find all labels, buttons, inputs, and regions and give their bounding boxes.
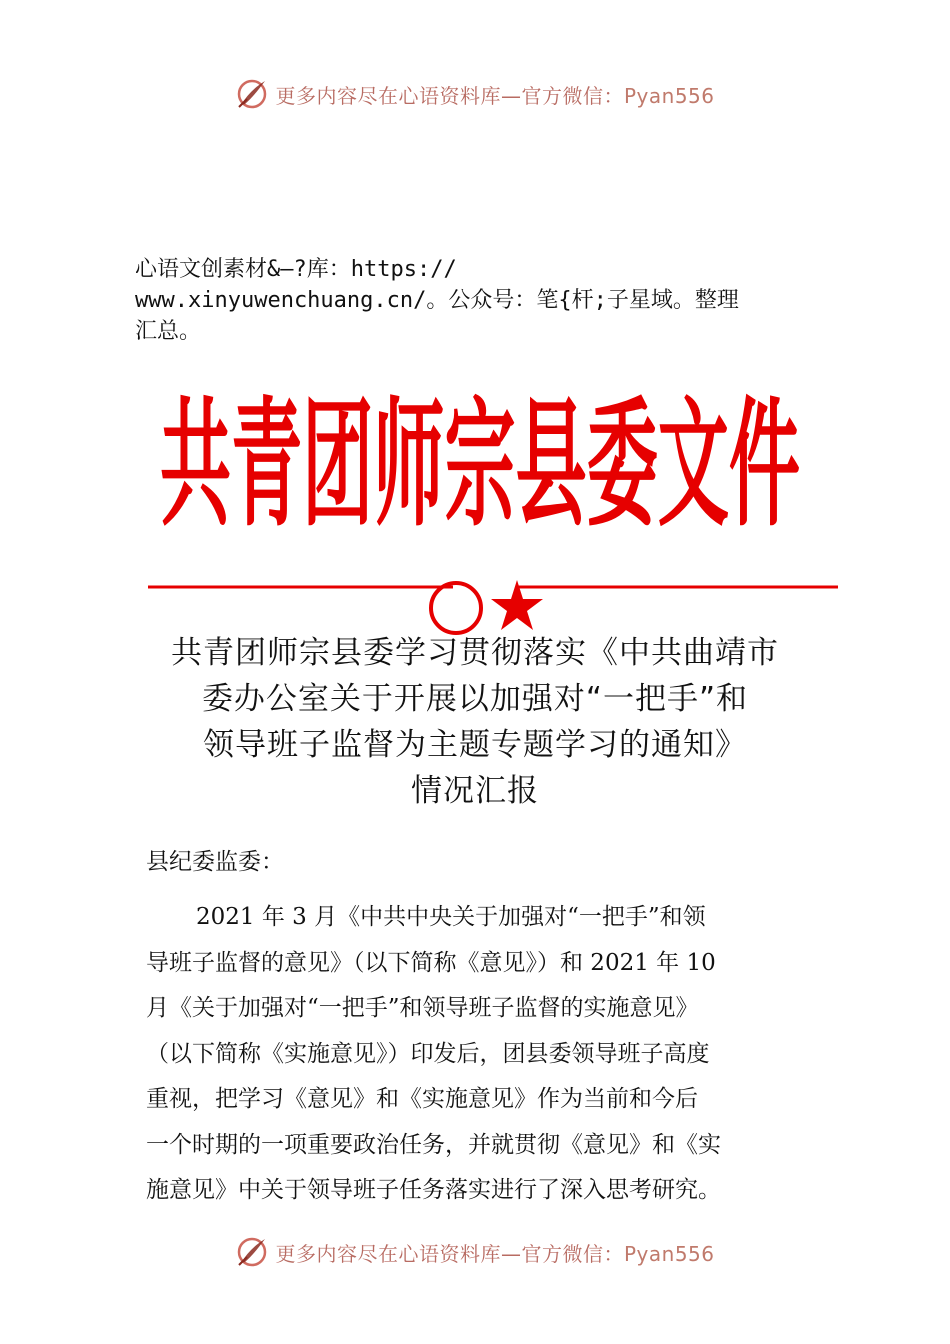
title-line: 共青团师宗县委学习贯彻落实《中共曲靖市 [171,635,779,671]
watermark-top [0,74,950,114]
body-line: 一个时期的一项重要政治任务，并就贯彻《意见》和《实 [146,1131,721,1158]
salutation: 县纪委监委： [146,849,284,875]
header-separator [148,566,838,636]
circle-and-star-icon [148,566,838,636]
title-line: 情况汇报 [411,773,539,809]
quill-logo-icon [235,1235,269,1269]
body-line: （以下简称《实施意见》）印发后，团县委领导班子高度 [146,1040,710,1067]
header-title: 共青团师宗县委文件 [160,383,800,528]
source-note: 心语文创素材&—?库：https:// www.xinyuwenchuang.cn/。公众号：笔{杆;子星域。整理 汇总。 [135,257,739,344]
quill-logo-icon [235,77,269,111]
body-line: 重视，把学习《意见》和《实施意见》作为当前和今后 [146,1086,698,1112]
title-line: 领导班子监督为主题专题学习的通知》 [203,727,747,763]
body-paragraph [146,895,822,1214]
title-line: 委办公室关于开展以加强对“一把手”和 [201,681,749,717]
document-header [140,378,820,528]
watermark-bottom [0,1232,950,1272]
document-title [110,630,840,814]
body-line: 施意见》中关于领导班子任务落实进行了深入思考研究。 [146,1177,721,1203]
watermark-text: 更多内容尽在心语资料库—官方微信：Pyan556 [275,1241,715,1266]
body-line: 2021 年 3 月《中共中央关于加强对“一把手”和领 [196,904,706,930]
body-line: 月《关于加强对“一把手”和领导班子监督的实施意见》 [146,995,699,1021]
watermark-text: 更多内容尽在心语资料库—官方微信：Pyan556 [275,83,715,108]
body-line: 导班子监督的意见》（以下简称《意见》）和 2021 年 10 [146,949,716,976]
